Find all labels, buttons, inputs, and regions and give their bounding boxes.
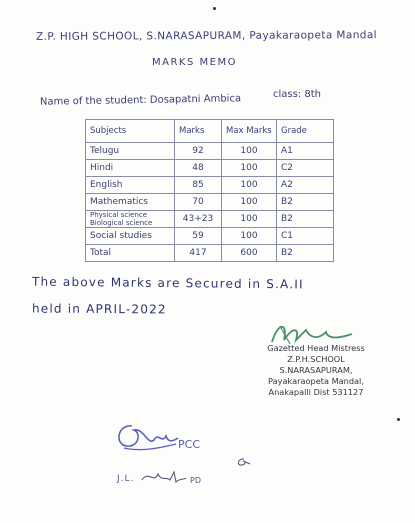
memo-title: MARKS MEMO	[152, 57, 237, 68]
jl-signature-text: J.L.	[117, 474, 135, 484]
grade-cell: B2	[277, 211, 334, 228]
jl-signature	[140, 466, 188, 488]
subject-cell: Hindi	[86, 160, 175, 177]
marks-cell: 417	[175, 245, 222, 262]
grade-cell: A2	[277, 177, 334, 194]
grade-cell: C1	[277, 228, 334, 245]
table-row	[86, 194, 334, 211]
marks-cell: 59	[175, 228, 222, 245]
statement-line-1: The above Marks are Secured in S.A.II	[31, 274, 304, 292]
statement-line-2: held in APRIL-2022	[31, 301, 167, 317]
stamp-line: Gazetted Head Mistress	[267, 343, 365, 353]
max-cell: 100	[222, 143, 277, 160]
max-cell: 600	[222, 245, 277, 262]
school-stamp	[257, 343, 375, 398]
marks-cell: 85	[175, 177, 222, 194]
table-row	[86, 143, 334, 160]
marks-cell: 92	[175, 143, 222, 160]
max-cell: 100	[222, 160, 277, 177]
student-name: Name of the student: Dosapatni Ambica	[39, 93, 242, 108]
marks-table	[85, 119, 334, 262]
table-row-total	[86, 245, 334, 262]
pcc-label: PCC	[178, 438, 200, 451]
small-mark	[234, 456, 252, 468]
max-cell: 100	[222, 177, 277, 194]
subject-cell: Mathematics	[86, 194, 175, 211]
header-grade: Grade	[277, 120, 334, 143]
subject-cell: Social studies	[86, 228, 175, 245]
max-cell: 100	[222, 211, 277, 228]
grade-cell: B2	[277, 194, 334, 211]
subject-cell: English	[86, 177, 175, 194]
table-row	[86, 211, 334, 228]
stamp-line: S.NARASAPURAM,	[279, 365, 353, 375]
stamp-line: Anakapalli Dist 531127	[268, 387, 364, 397]
table-row	[86, 160, 334, 177]
pd-label: PD	[190, 476, 201, 485]
subject-cell: Physical science Biological science	[86, 211, 175, 228]
marks-cell: 43+23	[175, 211, 222, 228]
stamp-line: Payakaraopeta Mandal,	[268, 376, 364, 386]
grade-cell: B2	[277, 245, 334, 262]
header-marks: Marks	[175, 120, 222, 143]
table-header-row	[86, 120, 334, 143]
grade-cell: A1	[277, 143, 334, 160]
header-max-marks: Max Marks	[222, 120, 277, 143]
ink-dot-top	[213, 7, 216, 10]
subject-cell: Telugu	[86, 143, 175, 160]
stamp-line: Z.P.H.SCHOOL	[287, 354, 345, 364]
table-row	[86, 177, 334, 194]
max-cell: 100	[222, 194, 277, 211]
ink-dot-right	[397, 418, 400, 421]
pcc-signature	[110, 418, 182, 454]
grade-cell: C2	[277, 160, 334, 177]
school-header: Z.P. HIGH SCHOOL, S.NARASAPURAM, Payakaraopeta Mandal	[35, 29, 378, 43]
max-cell: 100	[222, 228, 277, 245]
header-subjects: Subjects	[86, 120, 175, 143]
table-row	[86, 228, 334, 245]
subject-cell: Total	[86, 245, 175, 262]
student-class: class: 8th	[273, 89, 321, 100]
marks-cell: 70	[175, 194, 222, 211]
marks-cell: 48	[175, 160, 222, 177]
